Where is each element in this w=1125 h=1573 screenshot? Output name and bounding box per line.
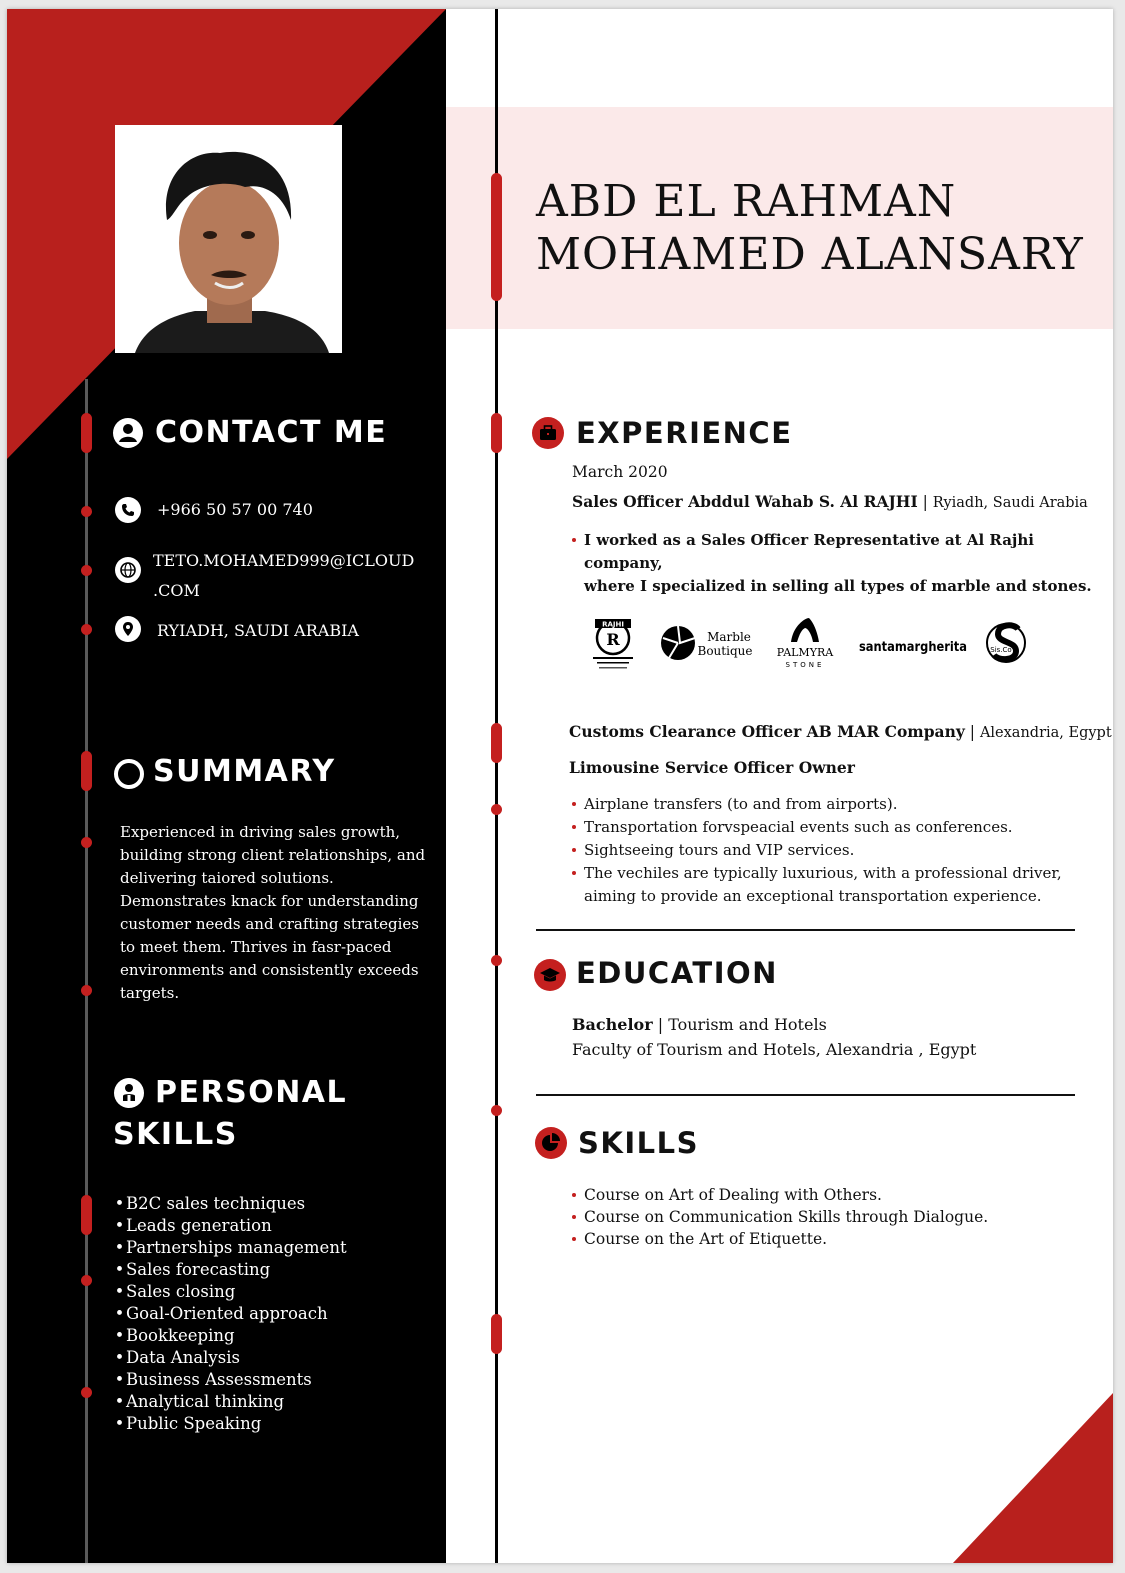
location-pin-icon <box>115 616 141 642</box>
timeline-dot <box>81 506 92 517</box>
rajhi-logo-mark: R <box>606 630 620 649</box>
list-item: I worked as a Sales Officer Representative at Al Rajhi company, where I specialized in selling all types of marble and stones. <box>572 529 1113 598</box>
job1-separator: | <box>917 493 933 511</box>
timeline-dot <box>81 837 92 848</box>
timeline-marker <box>491 723 502 763</box>
timeline-dot <box>81 624 92 635</box>
briefcase-icon <box>532 417 564 449</box>
palmyra-stone-logo <box>769 614 841 674</box>
list-item: • Goal-Oriented approach <box>113 1303 347 1325</box>
candidate-name <box>536 175 1084 281</box>
list-item: • Analytical thinking <box>113 1391 347 1413</box>
circle-icon <box>114 759 144 789</box>
education-degree: Bachelor <box>572 1015 653 1034</box>
list-item: • Leads generation <box>113 1215 347 1237</box>
list-item: • Data Analysis <box>113 1347 347 1369</box>
corner-red-triangle <box>953 1393 1113 1563</box>
skills-heading: SKILLS <box>578 1126 699 1160</box>
palmyra-logo-line1: PALMYRA <box>776 646 834 659</box>
sisco-logo <box>984 615 1030 671</box>
job3-title: Limousine Service Officer Owner <box>569 758 855 777</box>
education-degree-row <box>572 1013 827 1037</box>
job1-location: Ryiadh, Saudi Arabia <box>932 495 1088 511</box>
education-field: Tourism and Hotels <box>668 1015 827 1034</box>
timeline-marker <box>81 1195 92 1235</box>
user-icon <box>113 418 143 448</box>
rajhi-logo-word: RAJHI <box>602 620 624 629</box>
santamargherita-logo <box>857 635 969 659</box>
list-item: Airplane transfers (to and from airports). <box>572 793 1062 816</box>
divider <box>536 1094 1075 1096</box>
list-item: • Business Assessments <box>113 1369 347 1391</box>
location-text: RYIADH, SAUDI ARABIA <box>157 621 359 640</box>
team-icon <box>114 1078 144 1108</box>
timeline-dot <box>491 804 502 815</box>
name-line1: ABD EL RAHMAN <box>536 176 957 227</box>
list-item: Transportation forvspeacial events such as conferences. <box>572 816 1062 839</box>
resume-page <box>7 9 1113 1563</box>
palmyra-logo-line2: STONE <box>785 661 825 669</box>
list-item: Course on Art of Dealing with Others. <box>572 1184 988 1206</box>
name-line2: MOHAMED ALANSARY <box>536 229 1084 280</box>
rajhi-logo <box>581 614 645 678</box>
education-separator: | <box>652 1015 669 1034</box>
timeline-marker <box>491 173 502 301</box>
experience-heading: EXPERIENCE <box>576 416 793 450</box>
list-item: • Sales forecasting <box>113 1259 347 1281</box>
email-text-line1: TETO.MOHAMED999@ICLOUD <box>153 551 415 570</box>
divider <box>536 929 1075 931</box>
timeline-dot <box>81 985 92 996</box>
personal-skills-heading-line1: PERSONAL <box>155 1075 348 1110</box>
email-text-line2: .COM <box>153 581 200 600</box>
list-item: • Bookkeeping <box>113 1325 347 1347</box>
marble-boutique-logo <box>659 624 759 666</box>
job2-title: Customs Clearance Officer AB MAR Company <box>569 722 965 741</box>
marble-logo-line2: Boutique <box>697 644 753 658</box>
job1-title: Sales Officer Abddul Wahab S. Al RAJHI <box>572 492 918 511</box>
job2-separator: | <box>964 723 980 741</box>
job2-title-row <box>569 720 1112 745</box>
personal-skills-list <box>113 1193 347 1435</box>
list-item: • Partnerships management <box>113 1237 347 1259</box>
list-item: • B2C sales techniques <box>113 1193 347 1215</box>
timeline-dot <box>491 1105 502 1116</box>
job1-bullets <box>572 529 1113 598</box>
personal-skills-heading-line2: SKILLS <box>113 1117 238 1152</box>
job3-bullets <box>572 793 1062 908</box>
phone-icon <box>115 497 141 523</box>
list-item: • Sales closing <box>113 1281 347 1303</box>
timeline-marker <box>491 1314 502 1354</box>
graduation-cap-icon <box>534 959 566 991</box>
marble-logo-line1: Marble <box>707 630 751 644</box>
timeline-marker <box>491 413 502 453</box>
timeline-dot <box>81 1387 92 1398</box>
list-item: Sightseeing tours and VIP services. <box>572 839 1062 862</box>
timeline-dot <box>491 955 502 966</box>
job2-location: Alexandria, Egypt <box>979 725 1112 741</box>
timeline-marker <box>81 751 92 791</box>
contact-heading: CONTACT ME <box>155 415 388 450</box>
list-item: • Public Speaking <box>113 1413 347 1435</box>
summary-text: Experienced in driving sales growth, building strong client relationships, and delivering taiored solutions. Demonstrates knack for understanding customer needs and crafting strategies to meet them. Thrives in fasr-paced environments and consistently exceeds targets. <box>120 823 426 1002</box>
timeline-marker <box>81 413 92 453</box>
list-item: Course on the Art of Etiquette. <box>572 1228 988 1250</box>
timeline-dot <box>81 1275 92 1286</box>
list-item: Course on Communication Skills through Dialogue. <box>572 1206 988 1228</box>
phone-text: +966 50 57 00 740 <box>157 500 313 519</box>
profile-photo <box>115 125 342 353</box>
sidebar-timeline-line <box>85 379 88 1563</box>
sisco-logo-text: Sis.Co <box>990 646 1012 654</box>
sidebar <box>7 9 446 1563</box>
education-school: Faculty of Tourism and Hotels, Alexandria , Egypt <box>572 1040 977 1059</box>
globe-icon <box>115 557 141 583</box>
list-item: The vechiles are typically luxurious, with a professional driver, aiming to provide an exceptional transportation experience. <box>572 862 1062 908</box>
job1-date: March 2020 <box>572 463 668 481</box>
timeline-dot <box>81 565 92 576</box>
santa-logo-text: santamargherita <box>859 640 967 655</box>
skills-list <box>572 1184 988 1250</box>
summary-heading: SUMMARY <box>153 754 336 789</box>
job1-title-row <box>572 490 1088 515</box>
pie-chart-icon <box>535 1127 567 1159</box>
education-heading: EDUCATION <box>576 956 778 990</box>
